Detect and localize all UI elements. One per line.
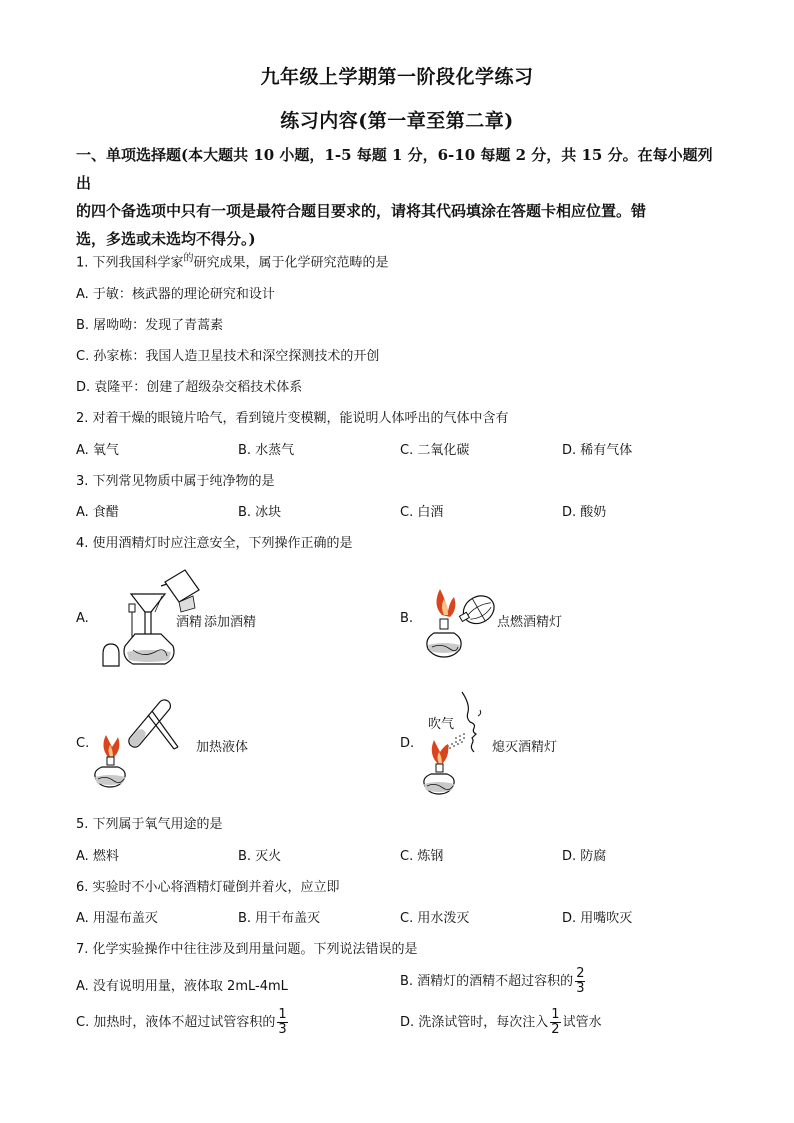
question-6-option-b[interactable]: B. 用干布盖灭 (238, 911, 321, 926)
question-5-option-d[interactable]: D. 防腐 (562, 849, 607, 864)
question-7-option-c[interactable]: C. 加热时，液体不超过试管容积的 $\frac{1}{3}$ (76, 1007, 287, 1037)
fraction-two-thirds: $\frac{2}{3}$ (576, 966, 585, 996)
question-3-option-a[interactable]: A. 食醋 (76, 505, 119, 520)
add-alcohol-liquid-label: 酒精 (176, 615, 203, 630)
extinguish-lamp-caption: 熄灭酒精灯 (492, 740, 558, 755)
question-3-option-b[interactable]: B. 冰块 (238, 505, 282, 520)
question-3-option-c[interactable]: C. 白酒 (400, 505, 444, 520)
question-6-option-c[interactable]: C. 用水泼灭 (400, 911, 470, 926)
question-5-stem: 5. 下列属于氧气用途的是 (76, 817, 223, 832)
question-1-stem: 1. 下列我国科学家$^的$研究成果，属于化学研究范畴的是 (76, 253, 389, 271)
question-1-option-d[interactable]: D. 袁隆平：创建了超级杂交稻技术体系 (76, 380, 303, 395)
question-6-option-d[interactable]: D. 用嘴吹灭 (562, 911, 633, 926)
question-1-option-b[interactable]: B. 屠呦呦：发现了青蒿素 (76, 318, 224, 333)
question-7-option-a[interactable]: A. 没有说明用量，液体取 2mL-4mL (76, 979, 288, 994)
question-3-stem: 3. 下列常见物质中属于纯净物的是 (76, 474, 275, 489)
question-4-option-b[interactable]: B. (400, 611, 414, 626)
fraction-one-half: $\frac{1}{2}$ (551, 1007, 560, 1037)
light-lamp-caption: 点燃酒精灯 (497, 615, 563, 630)
heat-liquid-figure (90, 695, 190, 790)
question-5-option-b[interactable]: B. 灭火 (238, 849, 282, 864)
add-alcohol-caption: 添加酒精 (204, 615, 257, 630)
section-line-3: 选，多选或未选均不得分。) (76, 230, 256, 248)
page-subtitle: 练习内容(第一章至第二章) (280, 110, 514, 132)
fraction-one-third: $\frac{1}{3}$ (278, 1007, 287, 1037)
question-2-option-d[interactable]: D. 稀有气体 (562, 443, 633, 458)
question-7-option-b[interactable]: B. 酒精灯的酒精不超过容积的 $\frac{2}{3}$ (400, 966, 585, 996)
question-6-option-a[interactable]: A. 用湿布盖灭 (76, 911, 158, 926)
question-4-option-c[interactable]: C. (76, 736, 90, 751)
question-6-stem: 6. 实验时不小心将酒精灯碰倒并着火，应立即 (76, 880, 340, 895)
question-1-option-c[interactable]: C. 孙家栋：我国人造卫星技术和深空探测技术的开创 (76, 349, 380, 364)
blow-air-label: 吹气 (428, 717, 455, 732)
heat-liquid-caption: 加热液体 (196, 740, 249, 755)
light-lamp-figure (420, 575, 500, 665)
question-5-option-c[interactable]: C. 炼钢 (400, 849, 444, 864)
section-line-2: 的四个备选项中只有一项是最符合题目要求的，请将其代码填涂在答题卡相应位置。错 (76, 202, 647, 220)
question-3-option-d[interactable]: D. 酸奶 (562, 505, 607, 520)
question-2-option-a[interactable]: A. 氧气 (76, 443, 119, 458)
question-7-option-d[interactable]: D. 洗涤试管时，每次注入 $\frac{1}{2}$ 试管水 (400, 1007, 602, 1037)
question-1-option-a[interactable]: A. 于敏：核武器的理论研究和设计 (76, 287, 275, 302)
question-2-option-b[interactable]: B. 水蒸气 (238, 443, 295, 458)
question-5-option-a[interactable]: A. 燃料 (76, 849, 119, 864)
extinguish-lamp-figure (420, 690, 500, 800)
question-4-option-a[interactable]: A. (76, 611, 89, 626)
question-2-option-c[interactable]: C. 二氧化碳 (400, 443, 470, 458)
question-2-stem: 2. 对着干燥的眼镜片哈气，看到镜片变模糊，能说明人体呼出的气体中含有 (76, 411, 509, 426)
question-7-stem: 7. 化学实验操作中往往涉及到用量问题。下列说法错误的是 (76, 942, 418, 957)
question-4-option-d[interactable]: D. (400, 736, 415, 751)
question-4-stem: 4. 使用酒精灯时应注意安全，下列操作正确的是 (76, 536, 353, 551)
section-line-1: 一、单项选择题(本大题共 10 小题，1-5 每题 1 分，6-10 每题 2 分，共 15 分。在每小题列出 (76, 146, 713, 192)
section-heading (76, 141, 726, 253)
page-title: 九年级上学期第一阶段化学练习 (260, 66, 534, 88)
